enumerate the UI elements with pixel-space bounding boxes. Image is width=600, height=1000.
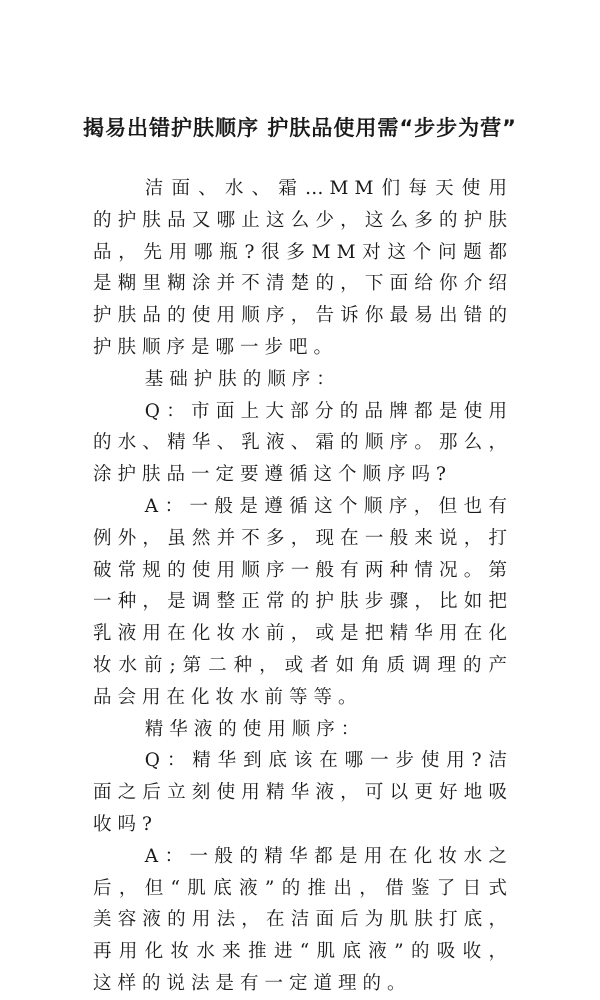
document-body — [93, 173, 513, 1000]
document-title: 揭易出错护肤顺序 护肤品使用需“步步为营” — [83, 116, 517, 140]
section-heading-basic-order: 基础护肤的顺序： — [144, 368, 341, 390]
answer-paragraph: A：一般是遵循这个顺序，但也有例外，虽然并不多，现在一般来说，打破常规的使用顺序一般有两种情况。第一种，是调整正常的护肤步骤，比如把乳液用在化妆水前，或是把精华用在化妆水前;第二种，或者如角质调理的产品会用在化妆水前等等。 — [93, 495, 513, 708]
section-heading-essence-order: 精华液的使用顺序： — [144, 718, 366, 740]
question-paragraph: Q：市面上大部分的品牌都是使用的水、精华、乳液、霜的顺序。那么，涂护肤品一定要遵循这个顺序吗? — [93, 400, 513, 486]
question-paragraph: Q：精华到底该在哪一步使用?洁面之后立刻使用精华液，可以更好地吸收吗? — [93, 750, 513, 835]
intro-paragraph: 洁面、水、霜…MM们每天使用的护肤品又哪止这么少，这么多的护肤品，先用哪瓶?很多MM对这个问题都是糊里糊涂并不清楚的，下面给你介绍护肤品的使用顺序，告诉你最易出错的护肤顺序是哪一步吧。 — [93, 178, 513, 358]
answer-paragraph: A：一般的精华都是用在化妆水之后，但“肌底液”的推出，借鉴了日式美容液的用法，在洁面后为肌肤打底，再用化妆水来推进“肌底液”的吸收，这样的说法是有一定道理的。 — [93, 845, 513, 994]
